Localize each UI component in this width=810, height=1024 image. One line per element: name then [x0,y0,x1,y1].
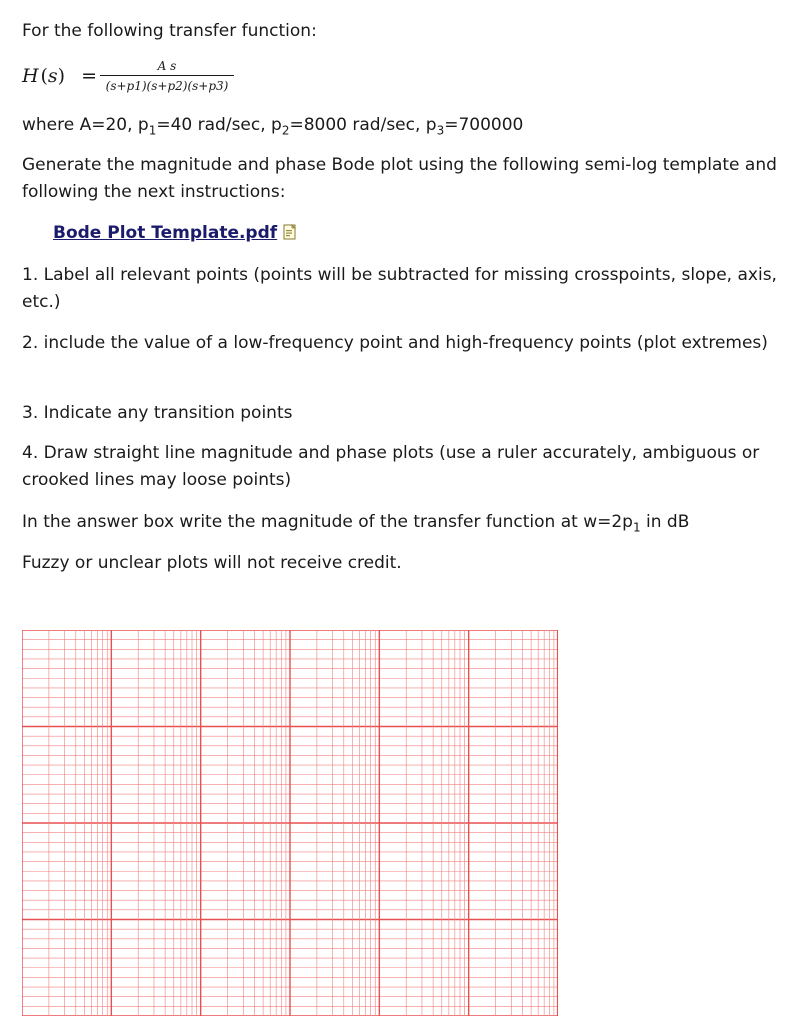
pdf-file-icon[interactable] [283,224,297,240]
equation-denominator: (s+p1)(s+p2)(s+p3) [105,79,229,93]
generate-instructions: Generate the magnitude and phase Bode plot using the following semi-log template and following the next instructions: [22,155,777,202]
instruction-item: 4. Draw straight line magnitude and phase plots (use a ruler accurately, ambiguous or crooked lines may loose points) [22,443,760,490]
instruction-item: 1. Label all relevant points (points will be subtracted for missing crosspoints, slope, axis, etc.) [22,265,777,312]
fuzzy-warning: Fuzzy or unclear plots will not receive credit. [22,553,402,573]
instruction-item: 3. Indicate any transition points [22,403,293,423]
answer-instruction: In the answer box write the magnitude of the transfer function at $w=2p_1$ in dB [22,512,690,535]
semilog-grid [22,630,558,1016]
equation-numerator: A s [157,59,177,73]
bode-template-link[interactable]: Bode Plot Template.pdf [53,220,297,247]
equation-fraction [100,58,234,94]
instruction-item: 2. include the value of a low-frequency point and high-frequency points (plot extremes) [22,333,768,353]
bode-plot-template [22,630,558,1016]
intro-text: For the following transfer function: [22,21,317,41]
equation-lhs: H (s) = [22,65,98,87]
parameters-text: where A=20, $p_1=40$ rad/sec, $p_2=8000$ rad/sec, $p_3=700000$ [22,115,524,138]
fraction-bar [100,75,234,76]
